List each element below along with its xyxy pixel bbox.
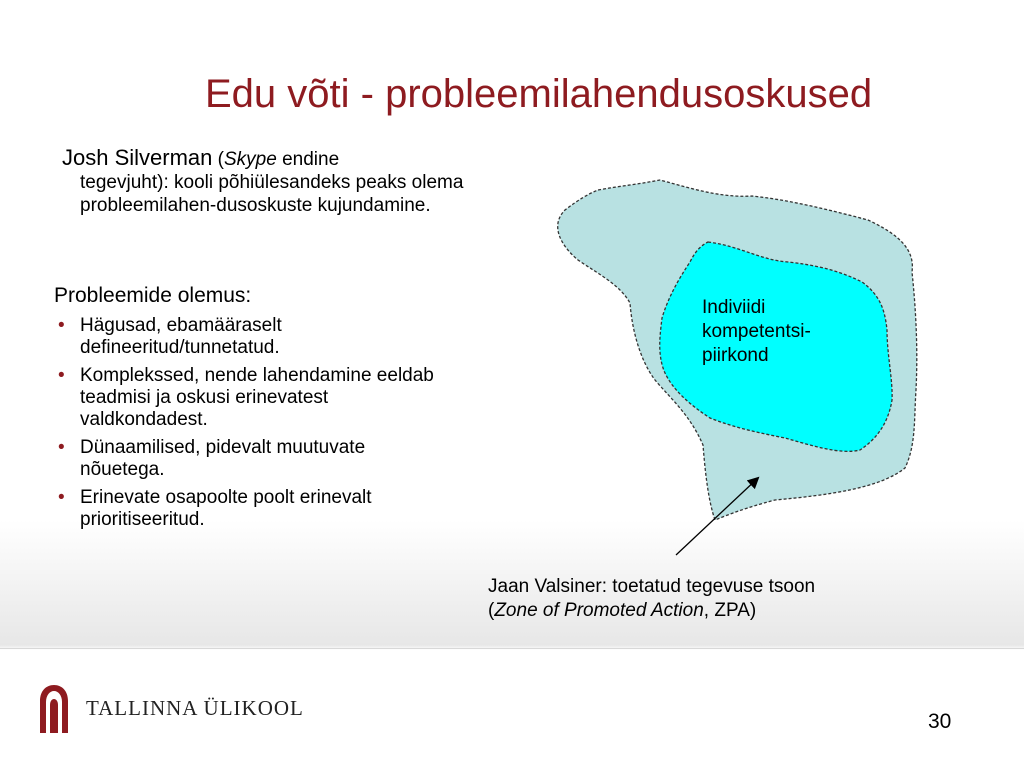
bullet-text: Hägusad, ebamääraselt defineeritud/tunnetatud.: [80, 315, 282, 358]
footer-divider: [0, 648, 1024, 649]
slide-title: Edu võti - probleemilahendusoskused: [205, 72, 873, 116]
bullet-text: Erinevate osapoolte poolt erinevalt prioritiseeritud.: [80, 487, 372, 530]
bullet-text: Komplekssed, nende lahendamine eeldab teadmisi ja oskusi erinevatest valdkondadest.: [80, 365, 434, 430]
caption-line-1: Jaan Valsiner: toetatud tegevuse tsoon: [488, 576, 816, 597]
caption-line-2: [488, 599, 968, 623]
bullet-icon: •: [58, 315, 65, 336]
bullet-text: Dünaamilised, pidevalt muutuvate nõuetega.: [80, 437, 366, 480]
bullet-icon: •: [58, 487, 65, 508]
intro-continuation: tegevjuht): kooli põhiülesandeks peaks olema probleemilahen-dusoskuste kujundamine.: [80, 172, 464, 216]
bullet-icon: •: [58, 437, 65, 458]
zpa-caption: [488, 575, 968, 623]
paren-open: (: [217, 149, 224, 170]
page-number: 30: [928, 710, 952, 733]
caption-abbrev: , ZPA): [703, 600, 757, 621]
role-part: endine: [276, 149, 340, 170]
competence-zone-label: Indiviidi kompetentsi-piirkond: [702, 297, 811, 366]
problem-nature-heading: Probleemide olemus:: [54, 284, 252, 307]
caption-term: Zone of Promoted Action: [494, 600, 704, 621]
university-logo: [36, 683, 304, 733]
university-name: TALLINNA ÜLIKOOL: [86, 695, 304, 720]
company-name: Skype: [224, 149, 277, 170]
bullet-icon: •: [58, 365, 65, 386]
caption-paren-open: (: [488, 600, 495, 621]
person-name: Josh Silverman: [62, 145, 213, 170]
university-emblem-icon: [36, 683, 72, 733]
